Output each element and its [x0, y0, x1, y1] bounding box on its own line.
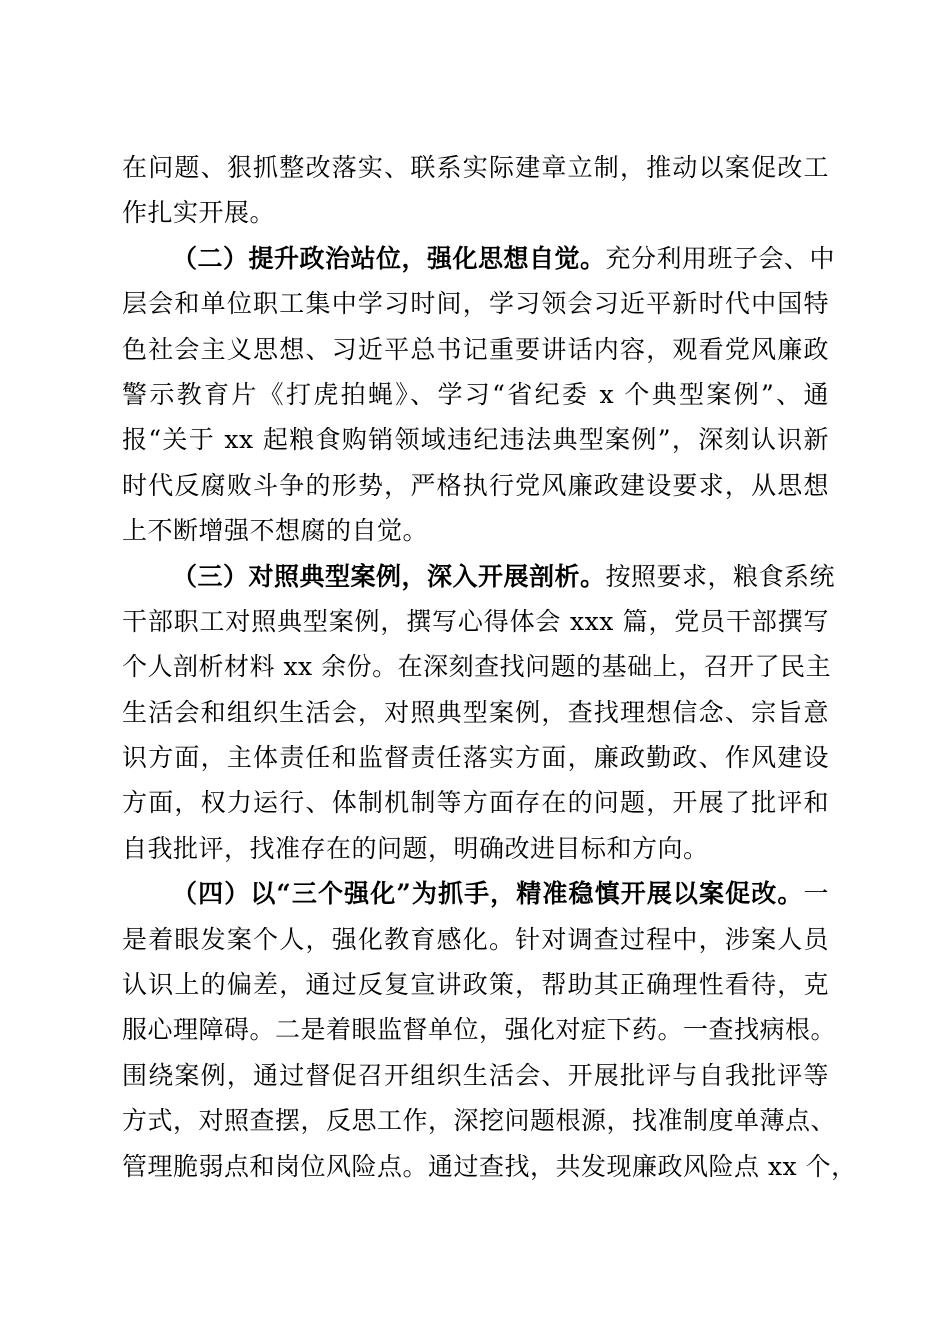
paragraph-line: 作扎实开展。	[122, 198, 276, 228]
paragraph-line: 时代反腐败斗争的形势，严格执行党风廉政建设要求，从思想	[122, 470, 829, 500]
paragraph-line: 干部职工对照典型案例，撰写心得体会 xxx 篇，党员干部撰写	[122, 606, 829, 636]
paragraph-line: 管理脆弱点和岗位风险点。通过查找，共发现廉政风险点 xx 个，	[122, 1151, 857, 1181]
paragraph-line: 在问题、狠抓整改落实、联系实际建章立制，推动以案促改工	[122, 153, 829, 182]
paragraph-line: 报“关于 xx 起粮食购销领域违纪违法典型案例”，深刻认识新	[122, 425, 829, 455]
paragraph-line: 层会和单位职工集中学习时间，学习领会习近平新时代中国特	[122, 289, 829, 319]
paragraph-line: 色社会主义思想、习近平总书记重要讲话内容，观看党风廉政	[122, 334, 829, 364]
paragraph-line: 方式，对照查摆，反思工作，深挖问题根源，找准制度单薄点、	[122, 1106, 837, 1136]
paragraph-line: 生活会和组织生活会，对照典型案例，查找理想信念、宗旨意	[122, 697, 829, 727]
paragraph-line: 认识上的偏差，通过反复宣讲政策，帮助其正确理性看待，克	[122, 970, 829, 1000]
paragraph-text: 充分利用班子会、中	[605, 243, 836, 273]
section-heading: （四）以“三个强化”为抓手，精准稳慎开展以案促改。	[172, 879, 804, 909]
section-heading: （二）提升政治站位，强化思想自觉。	[172, 243, 606, 273]
paragraph-line: 方面，权力运行、体制机制等方面存在的问题，开展了批评和	[122, 788, 829, 818]
section-heading: （三）对照典型案例，深入开展剖析。	[172, 561, 606, 591]
paragraph-line: 服心理障碍。二是着眼监督单位，强化对症下药。一查找病根。	[122, 1015, 837, 1045]
paragraph-text: 一	[803, 879, 829, 909]
section-heading-line	[122, 236, 836, 281]
section-heading-line	[122, 871, 829, 916]
paragraph-line: 个人剖析材料 xx 余份。在深刻查找问题的基础上，召开了民主	[122, 652, 832, 682]
paragraph-line: 识方面，主体责任和监督责任落实方面，廉政勤政、作风建设	[122, 743, 829, 773]
paragraph-text: 按照要求，粮食系统	[605, 561, 836, 591]
paragraph-line: 警示教育片《打虎拍蝇》、学习“省纪委 x 个典型案例”、通	[122, 379, 829, 409]
paragraph-line: 自我批评，找准存在的问题，明确改进目标和方向。	[122, 833, 709, 863]
paragraph-line: 是着眼发案个人，强化教育感化。针对调查过程中，涉案人员	[122, 924, 829, 954]
document-page	[122, 145, 857, 1189]
paragraph-line: 围绕案例，通过督促召开组织生活会、开展批评与自我批评等	[122, 1060, 829, 1090]
section-heading-line	[122, 554, 836, 599]
paragraph-line: 上不断增强不想腐的自觉。	[122, 516, 429, 546]
